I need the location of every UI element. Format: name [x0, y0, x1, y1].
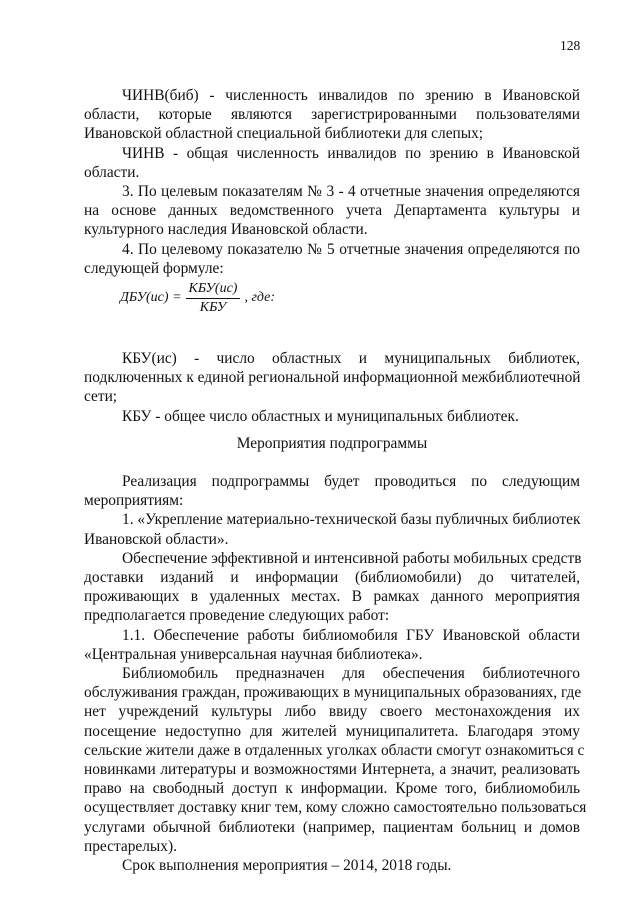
text-line: мероприятиям: [84, 492, 184, 510]
text-line: ЧИНВ(биб) - численность инвалидов по зрению в Ивановской [122, 87, 580, 104]
text-line: области. [84, 163, 140, 181]
text-line: осуществляет доставку книг тем, кому сложно самостоятельно пользоваться [84, 799, 587, 817]
section-heading: Мероприятия подпрограммы [236, 435, 428, 452]
text-line: новинками литературы и возможностями Интернета, а значит, реализовать [84, 761, 580, 779]
formula-lhs: ДБУ(ис) = [120, 290, 182, 305]
activities-block [84, 472, 587, 875]
text-line: культурного наследия Ивановской области. [84, 221, 368, 239]
formula [120, 281, 275, 315]
formula-numerator: КБУ(ис) [186, 281, 241, 299]
text-line: 1. «Укрепление материально-технической базы публичных библиотек [122, 511, 581, 529]
text-line: следующей формуле: [84, 259, 224, 277]
text-line: сети; [84, 388, 118, 406]
page-number: 128 [560, 38, 581, 53]
text-line: 1.1. Обеспечение работы библиомобиля ГБУ Ивановской области [122, 626, 580, 644]
text-line: Ивановской области». [84, 530, 229, 548]
text-line: 3. По целевым показателям № 3 - 4 отчетные значения определяются [122, 183, 580, 201]
formula-denominator: КБУ [199, 299, 227, 315]
formula-fraction [186, 281, 241, 316]
text-line: «Центральная универсальная научная библиотека». [84, 645, 423, 663]
text-line: Обеспечение эффективной и интенсивной работы мобильных средств [122, 549, 582, 567]
text-line: доставки изданий и информации (библиомобили) до читателей, [84, 569, 580, 587]
formula-suffix: , где: [244, 290, 276, 305]
text-line: престарелых). [84, 837, 177, 855]
text-line: области, которые являются зарегистрированными пользователями [84, 106, 580, 124]
text-line: 4. По целевому показателю № 5 отчетные значения определяются по [122, 240, 580, 258]
text-line: проживающих в удаленных местах. В рамках данного мероприятия [84, 588, 580, 606]
text-line: подключенных к единой региональной информационной межбиблиотечной [84, 369, 581, 387]
text-line: Реализация подпрограммы будет проводиться по следующим [122, 473, 580, 490]
text-line: Ивановской областной специальной библиотеки для слепых; [84, 125, 484, 143]
text-line: нет учреждений культуры либо ввиду своего местонахождения их [84, 703, 580, 721]
text-line: КБУ(ис) - число областных и муниципальных библиотек, [122, 350, 580, 367]
text-line: услугами обычной библиотеки (например, пациентам больниц и домов [84, 818, 580, 836]
text-line: на основе данных ведомственного учета Департамента культуры и [84, 202, 580, 220]
text-line: Библиомобиль предназначен для обеспечения библиотечного [122, 665, 580, 683]
text-line: Срок выполнения мероприятия – 2014, 2018 годы. [122, 857, 452, 875]
text-line: посещение недоступно для жителей муниципалитета. Благодаря этому [84, 722, 580, 740]
definitions-block [84, 86, 580, 278]
text-line: сельские жители даже в отдаленных уголках области смогут ознакомиться с [84, 741, 585, 759]
text-line: предполагается проведение следующих работ: [84, 607, 390, 625]
text-line: КБУ - общее число областных и муниципальных библиотек. [122, 407, 519, 425]
text-line: право на свободный доступ к информации. Кроме того, библиомобиль [84, 780, 580, 798]
text-line: обслуживания граждан, проживающих в муниципальных образованиях, где [84, 684, 582, 702]
formula-explanation [84, 349, 580, 426]
text-line: ЧИНВ - общая численность инвалидов по зрению в Ивановской [122, 144, 580, 162]
